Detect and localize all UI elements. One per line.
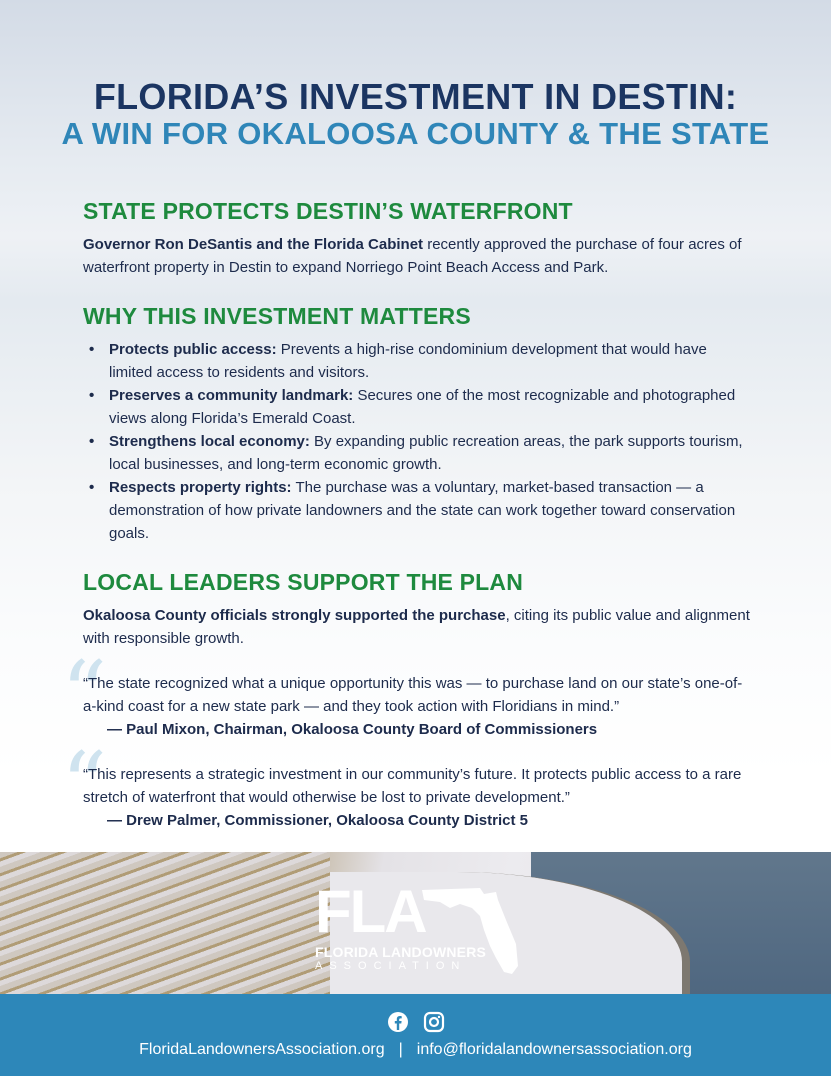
email-link[interactable]: info@floridalandownersassociation.org: [416, 1041, 692, 1058]
bullet-list: [83, 338, 753, 545]
section-heading: WHY THIS INVESTMENT MATTERS: [83, 303, 471, 329]
quote-text: “This represents a strategic investment in our community’s future. It protects public access to a rare stretch of waterfront that would otherwise be lost to private development.”: [83, 766, 742, 806]
section-leaders: [61, 569, 753, 838]
section-body: [83, 604, 753, 650]
instagram-icon[interactable]: [423, 1011, 445, 1033]
bullet-text: Secures one of the most recognizable and photographed views along Florida’s Emerald Coast.: [109, 387, 736, 427]
logo-name: FLORIDA LANDOWNERS: [315, 944, 487, 960]
bullet-lead: Preserves a community landmark:: [109, 387, 354, 404]
separator: |: [398, 1041, 403, 1058]
quote-mark-icon: “: [61, 733, 108, 838]
logo-sub: ASSOCIATION: [315, 960, 467, 972]
fla-logo: [315, 878, 487, 972]
section-heading: STATE PROTECTS DESTIN’S WATERFRONT: [83, 198, 573, 224]
section-why: [83, 303, 753, 545]
quote-attribution: — Paul Mixon, Chairman, Okaloosa County Board of Commissioners: [107, 721, 598, 738]
logo-mark: FLA: [315, 878, 426, 945]
quote-block: [61, 642, 753, 747]
bullet-item: [83, 430, 753, 476]
lead-text: Okaloosa County officials strongly supported the purchase: [83, 607, 506, 624]
bullet-item: [83, 384, 753, 430]
title-line-1: FLORIDA’S INVESTMENT IN DESTIN:: [93, 76, 738, 117]
dunes: [0, 852, 330, 994]
bullet-lead: Protects public access:: [109, 341, 277, 358]
facebook-icon[interactable]: [387, 1011, 409, 1033]
bullet-item: [83, 338, 753, 384]
bullet-text: Prevents a high-rise condominium development that would have limited access to residents and visitors.: [109, 341, 707, 381]
lead-text: Governor Ron DeSantis and the Florida Cabinet: [83, 236, 424, 253]
bullet-text: By expanding public recreation areas, the park supports tourism, local businesses, and long-term economic growth.: [109, 433, 743, 473]
quote-mark-icon: “: [61, 642, 108, 747]
bullet-lead: Respects property rights:: [109, 479, 292, 496]
bullet-text: The purchase was a voluntary, market-based transaction — a demonstration of how private landowners and the state can work together toward conservation goals.: [109, 479, 736, 542]
footer: [0, 994, 831, 1076]
title-line-2: A WIN FOR OKALOOSA COUNTY & THE STATE: [61, 116, 770, 151]
body-text: recently approved the purchase of four acres of waterfront property in Destin to expand Norriego Point Beach Access and Park.: [83, 236, 742, 276]
section-body: [83, 233, 753, 279]
bullet-item: [83, 476, 753, 545]
main-content: [61, 198, 753, 838]
quote-block: [61, 733, 753, 838]
website-link[interactable]: FloridaLandownersAssociation.org: [139, 1041, 385, 1058]
quote-text: “The state recognized what a unique opportunity this was — to purchase land on our state’s one-of-a-kind coast for a new state park — and they took action with Floridians in mind.”: [83, 675, 743, 715]
section-waterfront: [83, 198, 753, 279]
bullet-lead: Strengthens local economy:: [109, 433, 310, 450]
section-heading: LOCAL LEADERS SUPPORT THE PLAN: [83, 569, 524, 595]
page-title: [0, 78, 831, 152]
body-text: , citing its public value and alignment with responsible growth.: [83, 607, 750, 647]
quote-attribution: — Drew Palmer, Commissioner, Okaloosa County District 5: [107, 812, 528, 829]
